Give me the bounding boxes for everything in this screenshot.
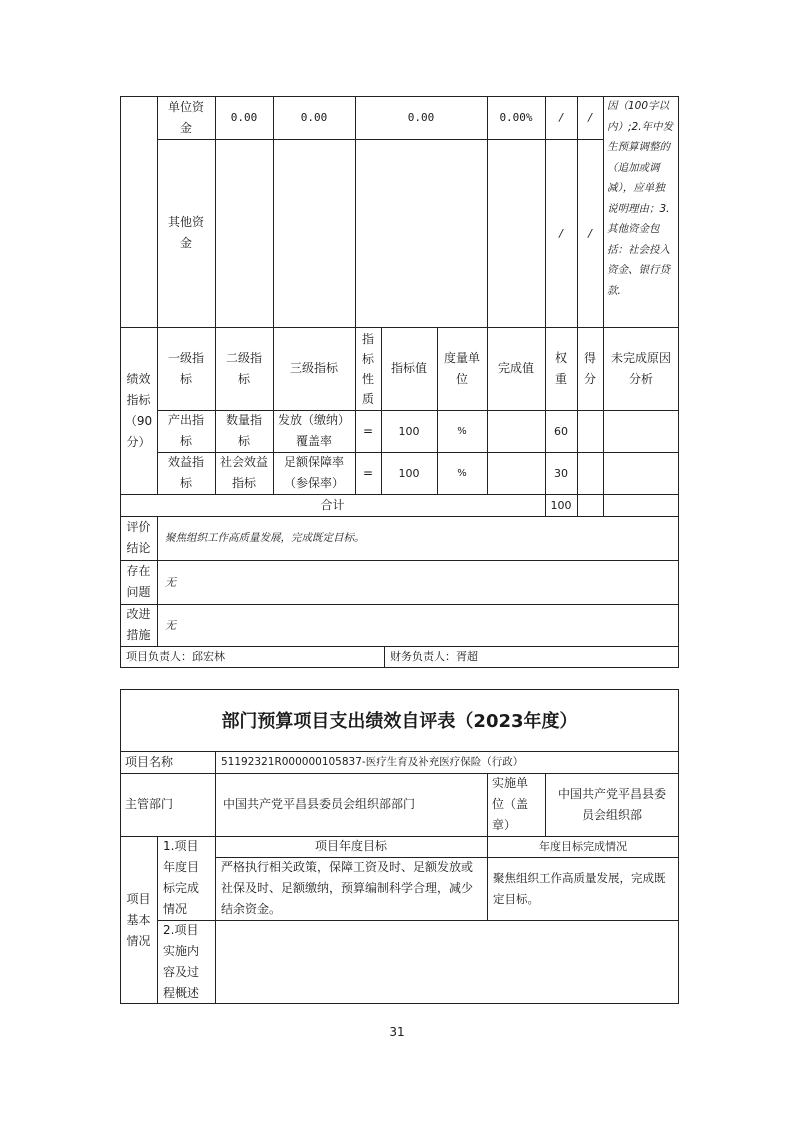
improve-text: 无 <box>165 618 176 632</box>
impl-unit-label: 实施单位（盖章） <box>492 776 529 832</box>
col-header: 得分 <box>583 350 596 386</box>
goal-done-text: 聚焦组织工作高质量发展，完成既定目标。 <box>493 870 666 906</box>
perf-section-label: 绩效指标（90分） <box>124 371 153 449</box>
indicator-score <box>577 410 603 452</box>
dept-label: 主管部门 <box>125 797 174 811</box>
col-header: 一级指标 <box>167 350 204 386</box>
indicator-weight: 60 <box>554 424 568 438</box>
funds-weight: / <box>559 111 563 124</box>
impl-desc-label: 2.项目实施内容及过程概述 <box>163 923 200 1000</box>
funds-weight: / <box>559 226 563 240</box>
indicator-unit: % <box>457 425 467 437</box>
goal-header: 项目年度目标 <box>314 839 387 853</box>
indicator-done <box>487 410 545 452</box>
indicator-level1: 产出指标 <box>167 413 204 448</box>
indicator-done <box>487 452 545 494</box>
finance-lead: 财务负责人：胥超 <box>390 650 478 663</box>
project-name-label: 项目名称 <box>125 754 174 769</box>
col-header: 未完成原因分析 <box>610 350 671 386</box>
indicator-reason <box>603 452 679 494</box>
project-lead: 项目负责人：邱宏林 <box>126 650 225 663</box>
funds-rate: 0.00% <box>499 111 533 124</box>
funds-value: 0.00 <box>407 111 435 124</box>
col-header: 权重 <box>554 350 567 386</box>
col-header: 度量单位 <box>443 350 480 386</box>
total-label: 合计 <box>320 497 345 512</box>
col-header: 指标值 <box>390 361 427 375</box>
basic-info-label: 项目基本情况 <box>126 891 151 948</box>
indicator-reason <box>603 410 679 452</box>
page-title: 部门预算项目支出绩效自评表（2023年度） <box>221 711 578 732</box>
conclusion-label: 评价结论 <box>126 520 151 555</box>
total-weight: 100 <box>550 498 572 512</box>
col-header: 完成值 <box>497 361 534 375</box>
indicator-value: 100 <box>398 466 420 480</box>
indicator-level3: 发放（缴纳）覆盖率 <box>277 413 350 448</box>
improve-label: 改进措施 <box>126 607 151 642</box>
indicator-unit: % <box>457 467 467 479</box>
funds-label: 其他资金 <box>167 215 204 250</box>
funds-value: 0.00 <box>230 111 258 124</box>
goal-done-header: 年度目标完成情况 <box>539 840 627 853</box>
funds-note: 因（100字以内）;2.年中发生预算调整的（追加或调减），应单独说明理由；3.其他资金包括：社会投入资金、银行贷款. <box>607 100 674 297</box>
impl-desc-text <box>215 920 679 1004</box>
funds-score: / <box>588 226 592 240</box>
indicator-value: 100 <box>398 424 420 438</box>
funds-score: / <box>588 111 592 124</box>
problems-text: 无 <box>165 575 176 589</box>
funds-label: 单位资金 <box>167 99 204 135</box>
col-header: 二级指标 <box>225 350 262 386</box>
funds-value: 0.00 <box>300 111 328 124</box>
indicator-level1: 效益指标 <box>167 455 204 490</box>
indicator-level2: 社会效益指标 <box>219 455 268 490</box>
grid-line <box>157 139 603 140</box>
indicator-nature: = <box>362 423 374 438</box>
goal-label: 1.项目年度目标完成情况 <box>163 839 200 916</box>
dept-value: 中国共产党平昌县委员会组织部部门 <box>223 797 416 811</box>
project-name-value: 51192321R000000105837-医疗生育及补充医疗保险（行政） <box>221 755 524 768</box>
page-number: 31 <box>389 1025 405 1039</box>
indicator-weight: 30 <box>554 466 568 480</box>
problems-label: 存在问题 <box>126 564 151 599</box>
goal-text: 严格执行相关政策，保障工资及时、足额发放或社保及时、足额缴纳，预算编制科学合理，减少结余资金。 <box>221 860 474 916</box>
indicator-level2: 数量指标 <box>225 413 262 448</box>
conclusion-text: 聚焦组织工作高质量发展，完成既定目标。 <box>165 531 365 544</box>
impl-unit-value: 中国共产党平昌县委员会组织部 <box>557 786 666 822</box>
indicator-nature: = <box>362 465 374 480</box>
indicator-score <box>577 452 603 494</box>
indicator-level3: 足额保障率（参保率） <box>283 455 344 490</box>
col-header: 指标性质 <box>361 331 374 406</box>
col-header: 三级指标 <box>289 361 338 375</box>
